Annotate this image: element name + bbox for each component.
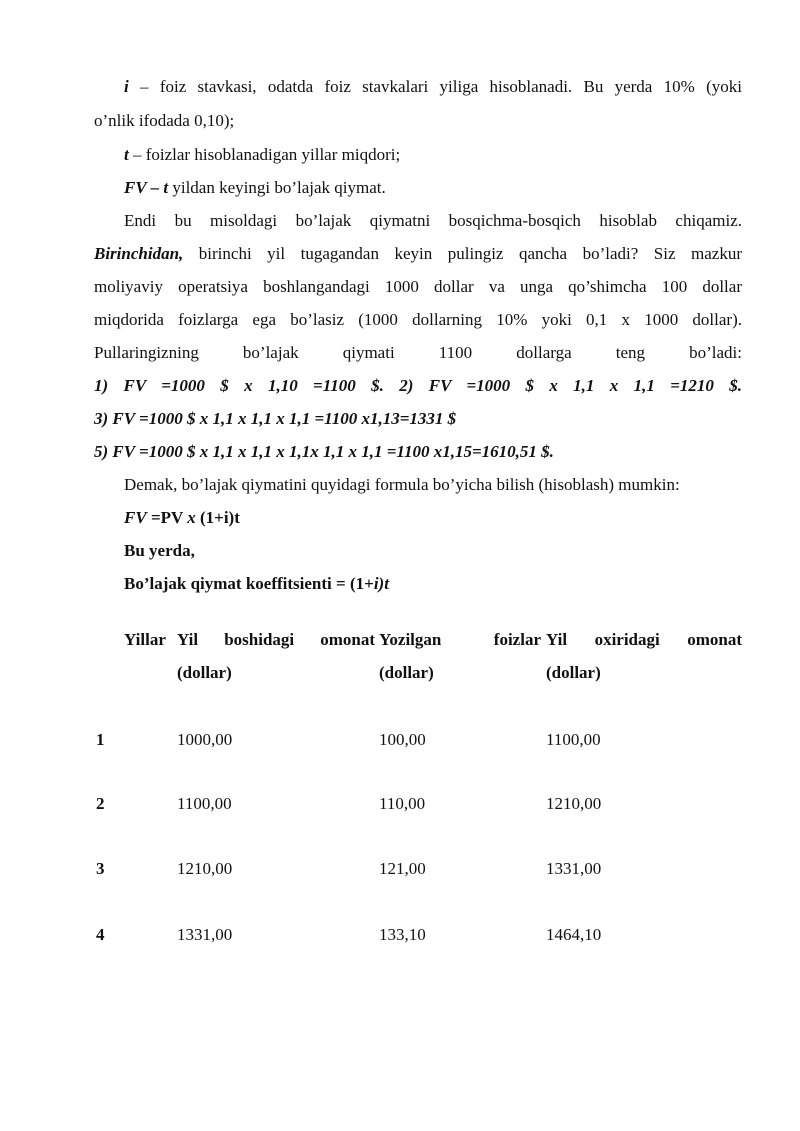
paragraph-text: birinchi yil tugagandan keyin pulingiz qancha bo’ladi? Siz mazkur <box>183 244 742 263</box>
formula-pv: =PV <box>146 508 188 527</box>
paragraph-line: Endi bu misoldagi bo’lajak qiymatni bosqichma-bosqich hisoblab chiqamiz. <box>124 211 742 230</box>
symbol-t: t <box>124 145 129 164</box>
formula-fv: FV <box>124 508 147 527</box>
cell-interest: 133,10 <box>379 925 426 944</box>
definition-fv-text: yildan keyingi bo’lajak qiymat. <box>168 178 386 197</box>
formula-line-3: 3) FV =1000 $ x 1,1 x 1,1 x 1,1 =1100 x1,13=1331 $ <box>94 409 457 428</box>
cell-start: 1210,00 <box>177 859 233 878</box>
coefficient-formula <box>124 573 742 595</box>
header-interest-unit: (dollar) <box>379 663 434 682</box>
definition-fv <box>124 177 742 199</box>
cell-year: 3 <box>96 859 105 878</box>
paragraph-line: moliyaviy operatsiya boshlangandagi 1000 dollar va unga qo’shimcha 100 dollar <box>94 277 742 296</box>
definition-t-text: – foizlar hisoblanadigan yillar miqdori; <box>128 145 401 164</box>
symbol-i: i <box>124 77 129 96</box>
definition-i-text: – foiz stavkasi, odatda foiz stavkalari yiliga hisoblanadi. Bu yerda 10% (yoki <box>128 77 742 96</box>
definition-i-cont: o’nlik ifodada 0,10); <box>94 111 235 130</box>
coefficient-exponent: i)t <box>373 574 389 593</box>
paragraph-line: Pullaringizning bo’lajak qiymati 1100 dollarga teng bo’ladi: <box>94 343 742 362</box>
cell-end: 1464,10 <box>546 925 602 944</box>
formula-x: x <box>187 508 196 527</box>
paragraph-demak: Demak, bo’lajak qiymatini quyidagi formula bo’yicha bilish (hisoblash) mumkin: <box>124 475 680 494</box>
header-start-deposit: Yil boshidagi omonat <box>177 630 375 649</box>
header-end-deposit: Yil oxiridagi omonat <box>546 630 742 649</box>
cell-year: 2 <box>96 794 105 813</box>
symbol-fv: FV – t <box>124 178 169 197</box>
cell-interest: 110,00 <box>379 794 426 813</box>
cell-interest: 121,00 <box>379 859 426 878</box>
definition-i <box>124 76 742 98</box>
cell-year: 1 <box>96 730 105 749</box>
cell-end: 1100,00 <box>546 730 601 749</box>
cell-interest: 100,00 <box>379 730 426 749</box>
cell-start: 1100,00 <box>177 794 232 813</box>
bu-yerda: Bu yerda, <box>124 541 195 560</box>
header-interest: Yozilgan foizlar <box>379 630 541 649</box>
paragraph-line: miqdorida foizlarga ega bo’lasiz (1000 dollarning 10% yoki 0,1 x 1000 dollar). <box>94 310 742 329</box>
header-yillar: Yillar <box>124 630 166 649</box>
formula-line-1-2: 1) FV =1000 $ x 1,10 =1100 $. 2) FV =1000 $ x 1,1 x 1,1 =1210 $. <box>94 376 742 395</box>
cell-start: 1331,00 <box>177 925 233 944</box>
header-end-unit: (dollar) <box>546 663 601 682</box>
paragraph-line <box>94 243 742 265</box>
cell-end: 1331,00 <box>546 859 602 878</box>
fv-formula <box>124 507 742 529</box>
cell-year: 4 <box>96 925 105 944</box>
formula-line-5: 5) FV =1000 $ x 1,1 x 1,1 x 1,1x 1,1 x 1,1 =1100 x1,15=1610,51 $. <box>94 442 554 461</box>
coefficient-label: Bo’lajak qiymat koeffitsienti = (1+ <box>124 574 374 593</box>
formula-rate: (1+i)t <box>195 508 240 527</box>
header-start-unit: (dollar) <box>177 663 232 682</box>
cell-end: 1210,00 <box>546 794 602 813</box>
emphasis-birinchidan: Birinchidan, <box>94 244 184 263</box>
definition-t <box>124 144 742 166</box>
cell-start: 1000,00 <box>177 730 233 749</box>
